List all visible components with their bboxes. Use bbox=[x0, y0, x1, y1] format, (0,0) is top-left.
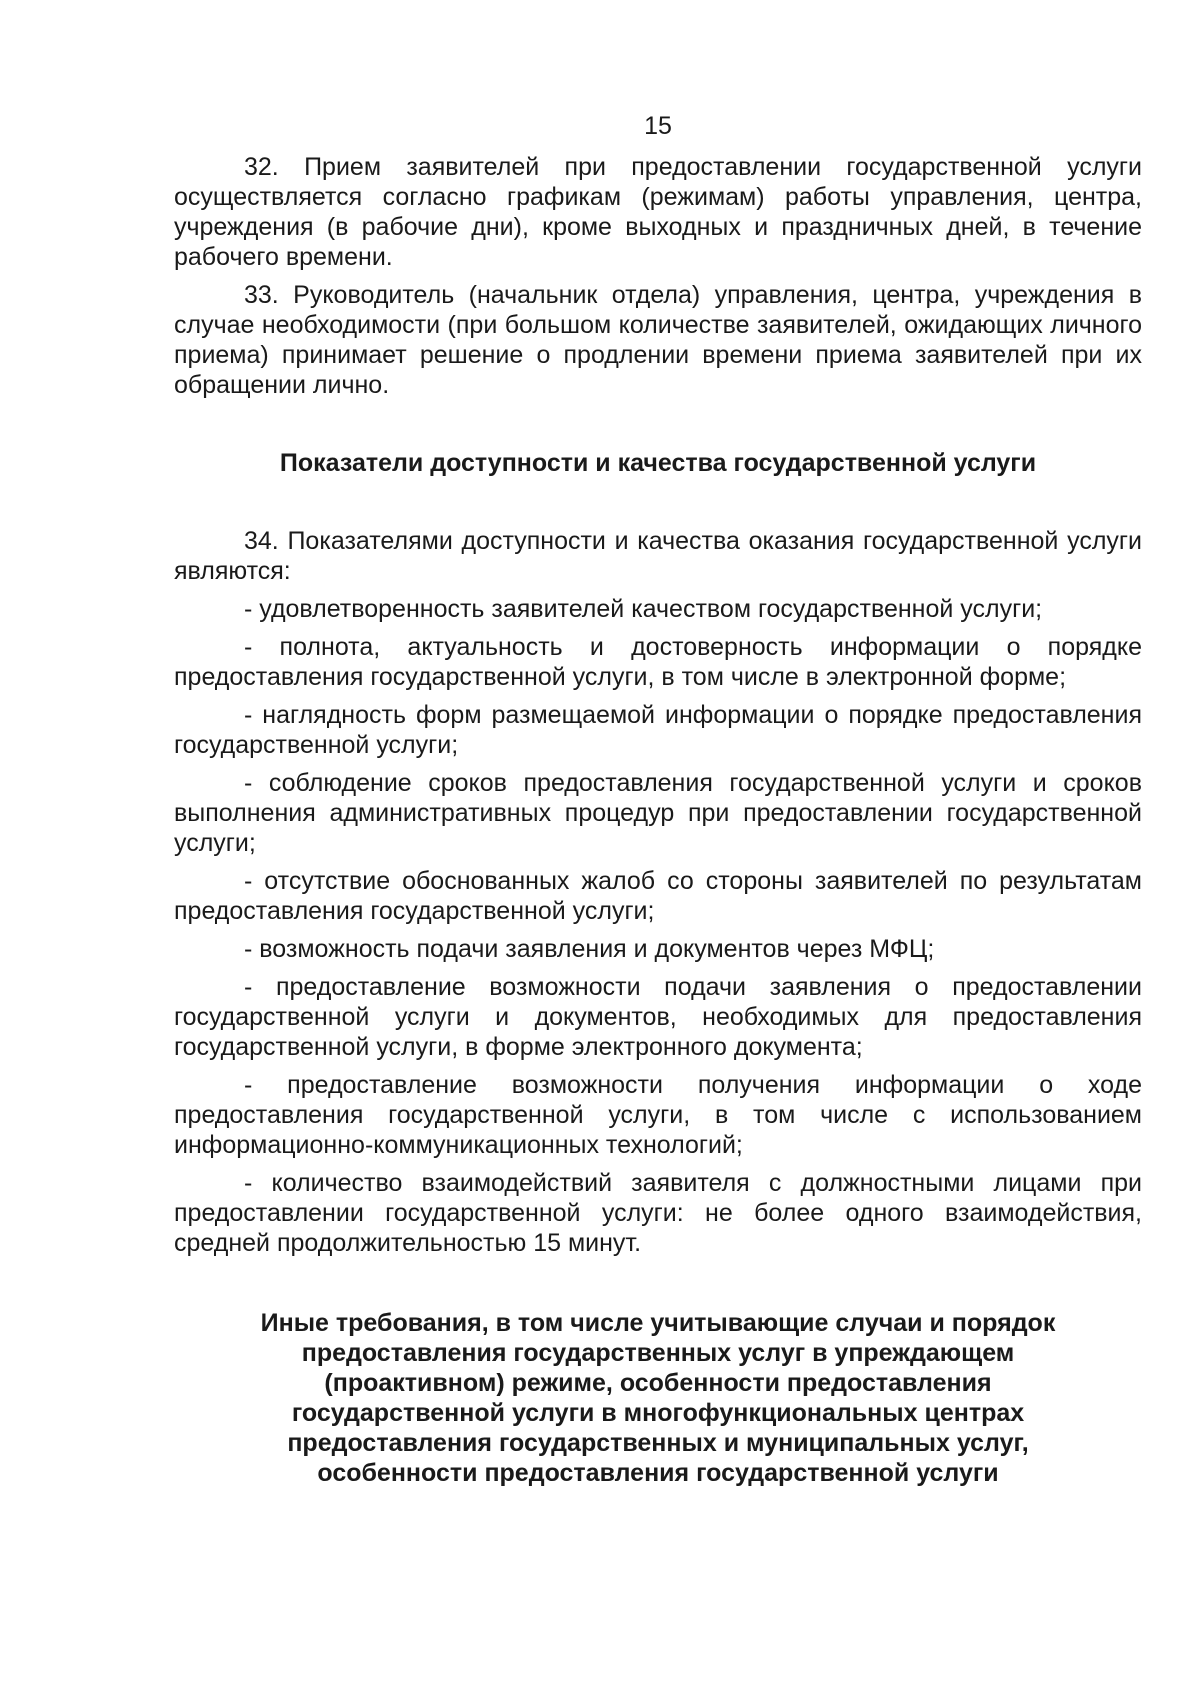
paragraph-33: 33. Руководитель (начальник отдела) управления, центра, учреждения в случае необходимости (при большом количестве заявителей, ожидающих личного приема) принимает решение о продлении времени приема заявителей при их обращении лично. bbox=[174, 281, 1142, 399]
list-item: - предоставление возможности получения информации о ходе предоставления государственной услуги, в том числе с использованием информационно-коммуникационных технологий; bbox=[174, 1071, 1142, 1159]
list-item: - удовлетворенность заявителей качеством государственной услуги; bbox=[244, 595, 1043, 623]
list-item: - соблюдение сроков предоставления государственной услуги и сроков выполнения административных процедур при предоставлении государственной услуги; bbox=[174, 769, 1142, 857]
list-item: - полнота, актуальность и достоверность информации о порядке предоставления государственной услуги, в том числе в электронной форме; bbox=[174, 633, 1142, 691]
section-heading-other-requirements: Иные требования, в том числе учитывающие случаи и порядок предоставления государственных услуг в упреждающем (проактивном) режиме, особенности предоставления государственной услуги в многофункциональных центрах предоставления государственных и муниципальных услуг, особенности предоставления государственной услуги bbox=[260, 1309, 1056, 1487]
list-item: - количество взаимодействий заявителя с должностными лицами при предоставлении государственной услуги: не более одного взаимодействия, средней продолжительностью 15 минут. bbox=[174, 1169, 1142, 1257]
list-item: - возможность подачи заявления и документов через МФЦ; bbox=[244, 935, 935, 963]
list-item: - отсутствие обоснованных жалоб со стороны заявителей по результатам предоставления государственной услуги; bbox=[174, 867, 1142, 925]
list-item: - предоставление возможности подачи заявления о предоставлении государственной услуги и документов, необходимых для предоставления государственной услуги, в форме электронного документа; bbox=[174, 973, 1142, 1061]
section-heading-accessibility: Показатели доступности и качества государственной услуги bbox=[279, 449, 1037, 477]
paragraph-34: 34. Показателями доступности и качества оказания государственной услуги являются: bbox=[174, 527, 1142, 585]
document-page bbox=[174, 110, 1142, 1488]
page-number: 15 bbox=[644, 112, 672, 140]
list-item: - наглядность форм размещаемой информации о порядке предоставления государственной услуги; bbox=[174, 701, 1142, 759]
paragraph-32: 32. Прием заявителей при предоставлении государственной услуги осуществляется согласно графикам (режимам) работы управления, центра, учреждения (в рабочие дни), кроме выходных и праздничных дней, в течение рабочего времени. bbox=[174, 153, 1142, 271]
